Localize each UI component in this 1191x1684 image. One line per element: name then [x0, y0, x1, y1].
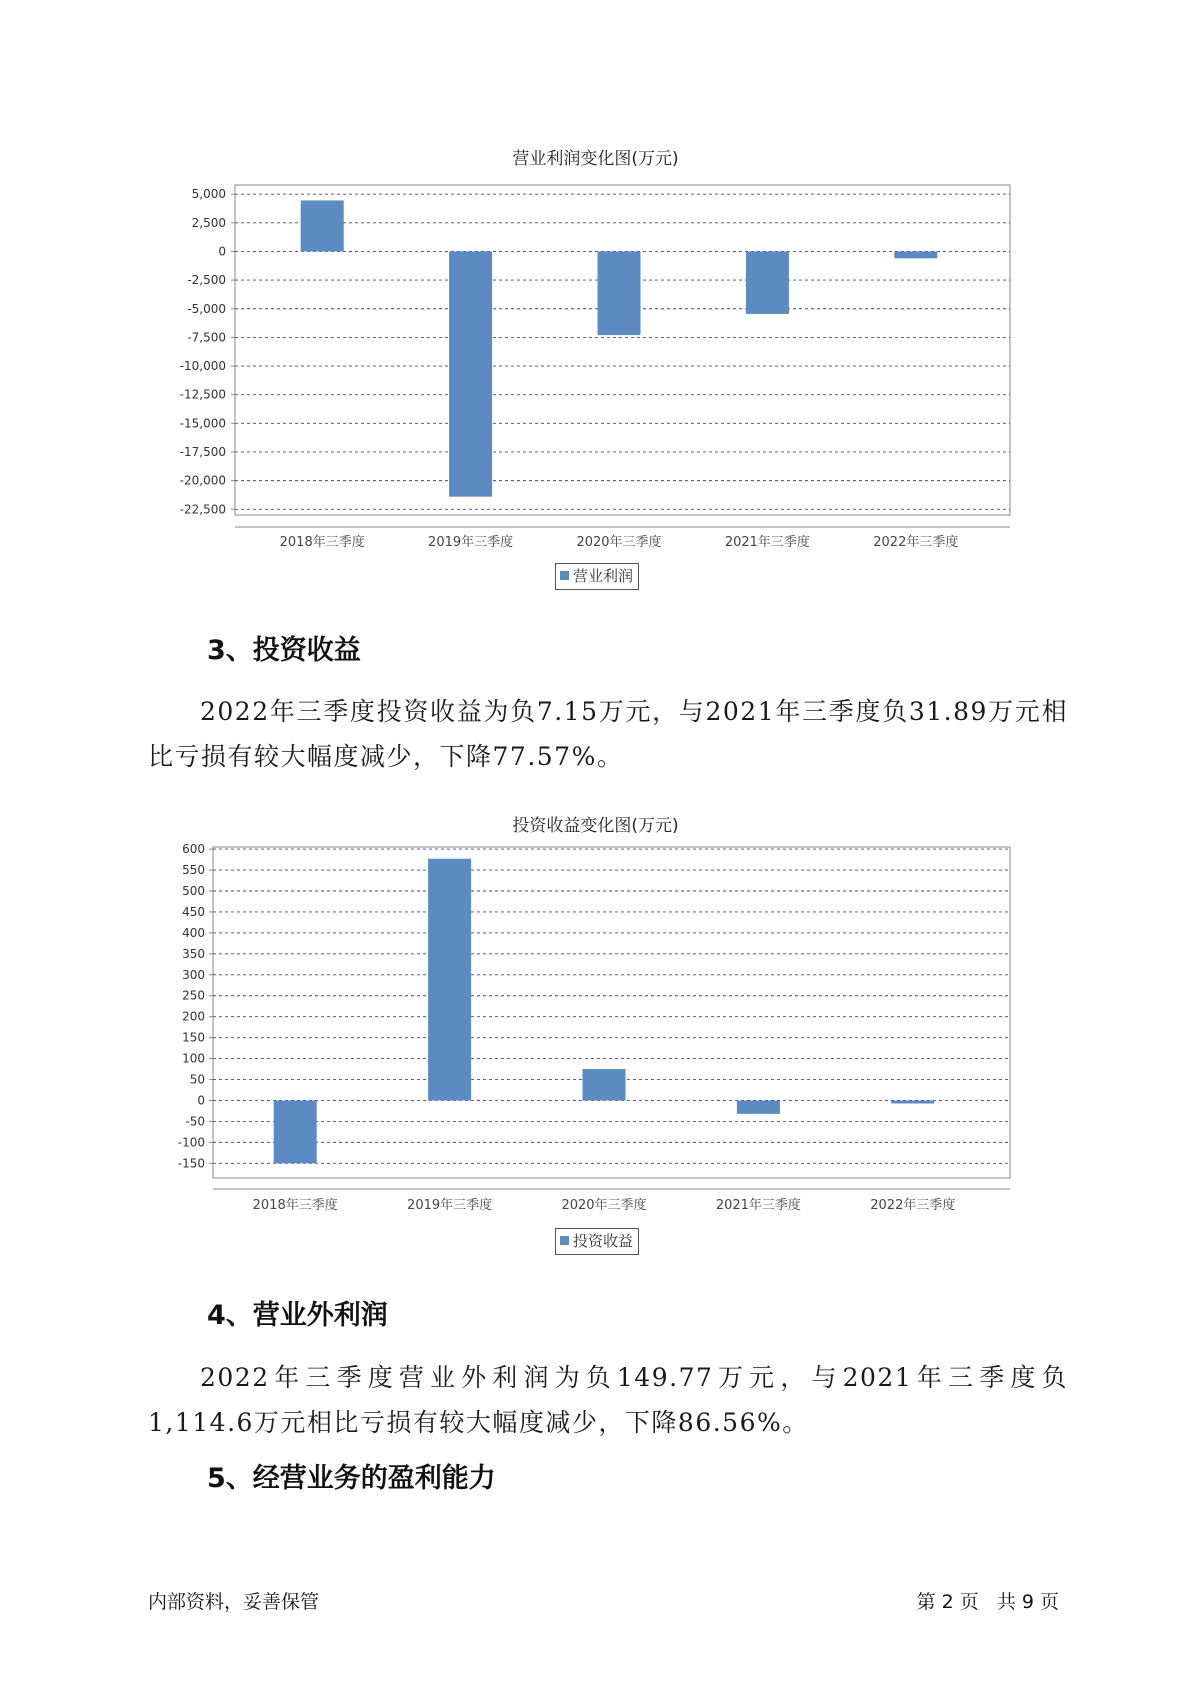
y-tick-label: -100: [177, 1135, 205, 1150]
y-tick-label: 550: [182, 863, 205, 878]
y-tick-label: 500: [182, 883, 205, 898]
y-tick-label: 200: [182, 1009, 205, 1024]
y-tick-label: -20,000: [179, 473, 226, 488]
y-tick-label: 2,500: [191, 215, 226, 230]
section-heading-profitability: 5、经营业务的盈利能力: [207, 1463, 496, 1494]
y-tick-label: -150: [177, 1156, 205, 1171]
bar: [583, 1069, 626, 1100]
y-tick-label: 300: [182, 967, 205, 982]
x-category-label: 2018年三季度: [279, 535, 365, 550]
y-tick-label: 600: [182, 842, 205, 857]
legend-label: 投资收益: [573, 1232, 634, 1250]
y-tick-label: -5,000: [187, 301, 226, 316]
section-heading-non-operating-profit: 4、营业外利润: [207, 1300, 388, 1331]
x-category-label: 2020年三季度: [561, 1198, 647, 1213]
section-paragraph-investment-income: 2022年三季度投资收益为负7.15万元，与2021年三季度负31.89万元相比亏损有较大幅度减少，下降77.57%。: [148, 697, 1068, 771]
y-tick-label: 5,000: [191, 187, 226, 202]
y-tick-label: -7,500: [187, 330, 226, 345]
bar: [891, 1100, 934, 1103]
y-tick-label: 100: [182, 1051, 205, 1066]
y-tick-label: 0: [218, 244, 226, 259]
x-category-label: 2019年三季度: [428, 535, 514, 550]
chart-title-operating-profit: 营业利润变化图(万元): [512, 149, 679, 169]
y-tick-label: 450: [182, 904, 205, 919]
bar: [737, 1100, 780, 1113]
x-category-label: 2018年三季度: [252, 1198, 338, 1213]
y-tick-label: -17,500: [179, 444, 226, 459]
y-tick-label: -50: [185, 1114, 205, 1129]
bar: [428, 859, 471, 1101]
footer-confidential-note: 内部资料，妥善保管: [148, 1591, 320, 1613]
y-tick-label: 250: [182, 988, 205, 1003]
y-tick-label: 350: [182, 946, 205, 961]
y-tick-label: 0: [197, 1093, 205, 1108]
y-tick-label: -10,000: [179, 359, 226, 374]
legend-investment-income: [555, 1228, 639, 1255]
square-swatch-icon: [560, 1236, 569, 1245]
y-tick-label: 400: [182, 925, 205, 940]
section-paragraph-non-operating-profit: 2022年三季度营业外利润为负149.77万元，与2021年三季度负1,114.6万元相比亏损有较大幅度减少，下降86.56%。: [148, 1363, 1068, 1437]
x-category-label: 2022年三季度: [870, 1198, 956, 1213]
legend-label: 营业利润: [573, 567, 634, 585]
y-tick-label: 50: [189, 1072, 205, 1087]
plot-area: [213, 847, 1010, 1178]
chart-title-investment-income: 投资收益变化图(万元): [512, 816, 679, 836]
x-category-label: 2021年三季度: [724, 535, 810, 550]
y-tick-label: -2,500: [187, 273, 226, 288]
x-category-label: 2019年三季度: [407, 1198, 493, 1213]
section-heading-investment-income: 3、投资收益: [207, 635, 361, 666]
footer-page-number: 第 2 页 共 9 页: [916, 1591, 1059, 1613]
y-tick-label: 150: [182, 1030, 205, 1045]
bar: [274, 1100, 317, 1163]
x-category-label: 2021年三季度: [715, 1198, 801, 1213]
y-tick-label: -22,500: [179, 502, 226, 517]
y-tick-label: -15,000: [179, 416, 226, 431]
x-category-label: 2020年三季度: [576, 535, 662, 550]
y-tick-label: -12,500: [179, 387, 226, 402]
x-category-label: 2022年三季度: [873, 535, 959, 550]
